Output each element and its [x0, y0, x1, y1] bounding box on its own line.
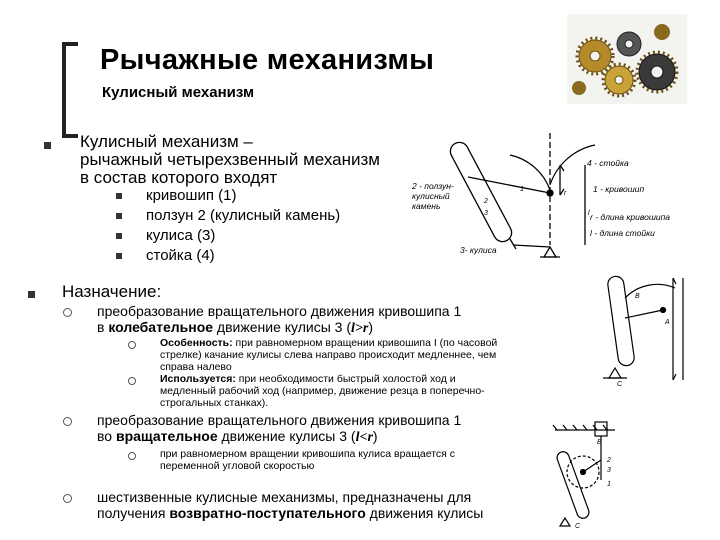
note-usage-line2: медленный рабочий ход (например, движение резца в поперечно- [160, 385, 485, 397]
bullet-ring [128, 452, 136, 460]
svg-text:r: r [564, 190, 567, 197]
bullet-ring [63, 308, 72, 317]
list-item: кулиса (3) [146, 227, 216, 244]
bullet-ring [63, 494, 72, 503]
diagram-rotating-link [545, 420, 625, 530]
note-feature-line3: справа налево [160, 361, 232, 373]
definition-line3: в состав которого входят [80, 168, 278, 187]
title-bracket-left [62, 42, 78, 138]
list-item: стойка (4) [146, 247, 215, 264]
definition-line1: Кулисный механизм – [80, 132, 253, 151]
label-link: 3- кулиса [460, 245, 497, 255]
bullet [116, 213, 122, 219]
label-r: r - длина кривошипа [590, 212, 671, 222]
svg-text:C: C [617, 381, 623, 388]
bullet [116, 233, 122, 239]
label-slider-line3: камень [412, 201, 441, 211]
page-title: Рычажные механизмы [100, 44, 435, 76]
svg-text:1: 1 [520, 186, 524, 193]
bullet [44, 142, 51, 149]
note-feature-line2: стрелке) качание кулисы слева направо происходит медленнее, чем [160, 349, 497, 361]
purpose-heading: Назначение: [62, 282, 162, 301]
purpose-item2-line2: во вращательное движение кулисы 3 (l<r) [97, 428, 378, 445]
svg-text:C: C [575, 523, 581, 530]
svg-text:В: В [597, 439, 602, 446]
svg-text:2: 2 [484, 198, 488, 205]
label-frame: 4 - стойка [587, 158, 629, 168]
note-rotation-line1: при равномерном вращении кривошипа кулиса вращается с [160, 448, 456, 460]
label-crank: 1 - кривошип [593, 184, 645, 194]
label-slider-line1: 2 - ползун- [412, 181, 454, 191]
bullet-ring [63, 417, 72, 426]
page-subtitle: Кулисный механизм [102, 84, 255, 101]
svg-text:3: 3 [607, 467, 611, 474]
svg-text:3: 3 [484, 210, 488, 217]
label-l: l - длина стойки [590, 228, 655, 238]
note-usage-line1: Используется: при необходимости быстрый холостой ход и [160, 373, 456, 385]
purpose-item2-line1: преобразование вращательного движения кривошипа 1 [97, 412, 462, 428]
bullet-ring [128, 341, 136, 349]
gears-picture [567, 14, 687, 104]
svg-text:2: 2 [607, 457, 611, 464]
purpose-item3-line2: получения возвратно-поступательного движения кулисы [97, 505, 484, 521]
diagram-oscillating-link [595, 268, 705, 388]
svg-text:1: 1 [607, 481, 611, 488]
svg-text:l: l [588, 210, 590, 217]
note-usage-line3: строгальных станках). [160, 397, 269, 409]
gear-icon [579, 40, 611, 72]
note-rotation-line2: переменной угловой скоростью [160, 460, 315, 472]
purpose-item3-line1: шестизвенные кулисные механизмы, предназначены для [97, 489, 472, 505]
list-item: кривошип (1) [146, 187, 237, 204]
purpose-item1-line1: преобразование вращательного движения кривошипа 1 [97, 303, 462, 319]
purpose-item1-line2: в колебательное движение кулисы 3 (l>r) [97, 319, 373, 336]
bullet [116, 193, 122, 199]
bullet [116, 253, 122, 259]
list-item: ползун 2 (кулисный камень) [146, 207, 341, 224]
note-feature-line1: Особенность: при равномерном вращении кривошипа I (по часовой [160, 337, 498, 349]
definition-line2: рычажный четырехзвенный механизм [80, 150, 380, 169]
svg-text:B: B [635, 293, 640, 300]
svg-text:A: A [665, 319, 670, 326]
bullet [28, 291, 35, 298]
bullet-ring [128, 377, 136, 385]
label-slider-line2: кулисный [412, 191, 450, 201]
